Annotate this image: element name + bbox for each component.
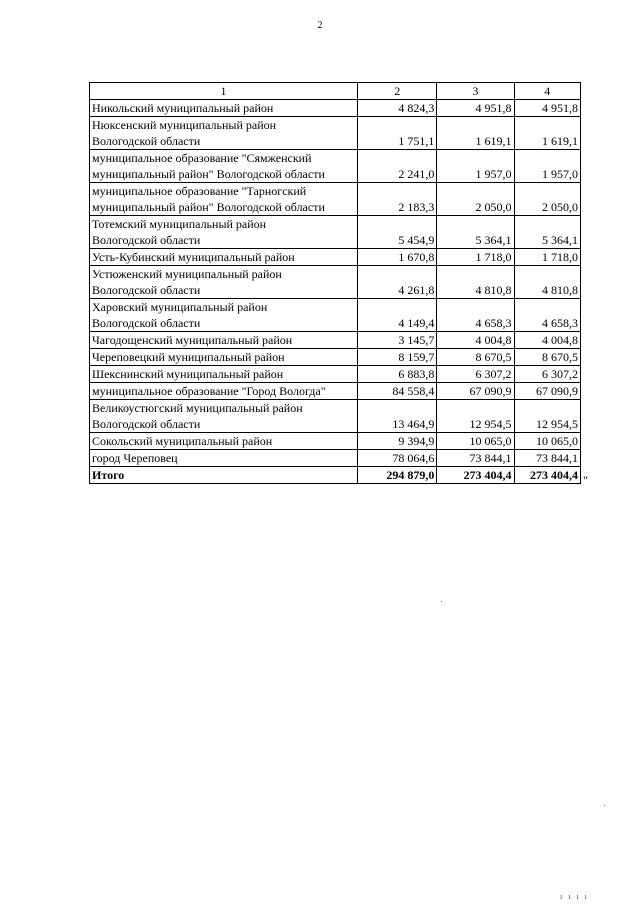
column-header-3: 3 — [437, 83, 514, 100]
table-row — [90, 366, 581, 383]
row-name — [90, 400, 358, 433]
value-col-2: 84 558,4 — [358, 383, 437, 400]
column-header-2: 2 — [358, 83, 437, 100]
value-col-4: 1 718,0 — [514, 249, 580, 266]
value-col-2: 1 670,8 — [358, 249, 437, 266]
value-col-2: 78 064,6 — [358, 450, 437, 467]
row-name-line: город Череповец — [92, 451, 178, 465]
row-name-line: Нюксенский муниципальный район — [92, 118, 277, 132]
total-col-3: 273 404,4 — [437, 467, 514, 484]
table-row — [90, 216, 581, 249]
row-name-line: Великоустюгский муниципальный район — [92, 401, 303, 415]
row-name-line: муниципальное образование "Город Вологда" — [92, 384, 326, 398]
table-row — [90, 249, 581, 266]
value-col-3: 1 957,0 — [437, 150, 514, 183]
table-row — [90, 433, 581, 450]
value-col-3: 10 065,0 — [437, 433, 514, 450]
value-col-2: 5 454,9 — [358, 216, 437, 249]
row-name-line: Вологодской области — [92, 417, 201, 431]
value-col-4: 4 810,8 — [514, 266, 580, 299]
value-col-4: 4 004,8 — [514, 332, 580, 349]
value-col-3: 6 307,2 — [437, 366, 514, 383]
value-col-4: 12 954,5 — [514, 400, 580, 433]
row-name-line: Вологодской области — [92, 134, 201, 148]
page-number: 2 — [317, 20, 323, 31]
value-col-3: 73 844,1 — [437, 450, 514, 467]
value-col-4: 5 364,1 — [514, 216, 580, 249]
row-name-line: Тотемский муниципальный район — [92, 217, 267, 231]
value-col-3: 67 090,9 — [437, 383, 514, 400]
table-header-row — [90, 83, 581, 100]
value-col-2: 8 159,7 — [358, 349, 437, 366]
value-col-3: 1 718,0 — [437, 249, 514, 266]
total-row — [90, 467, 581, 484]
row-name — [90, 433, 358, 450]
row-name-line: Харовский муниципальный район — [92, 300, 268, 314]
row-name-line: муниципальное образование "Тарногский — [92, 184, 307, 198]
value-col-4: 4 658,3 — [514, 299, 580, 332]
table-row — [90, 400, 581, 433]
table-row — [90, 150, 581, 183]
value-col-3: 5 364,1 — [437, 216, 514, 249]
row-name-line: Вологодской области — [92, 316, 201, 330]
row-name-line: Чагодощенский муниципальный район — [92, 333, 293, 347]
value-col-4: 1 957,0 — [514, 150, 580, 183]
row-name-line: Усть-Кубинский муниципальный район — [92, 250, 295, 264]
value-col-2: 4 149,4 — [358, 299, 437, 332]
value-col-2: 13 464,9 — [358, 400, 437, 433]
table-row — [90, 332, 581, 349]
value-col-4: 67 090,9 — [514, 383, 580, 400]
table-body — [90, 83, 581, 484]
total-col-2: 294 879,0 — [358, 467, 437, 484]
row-name — [90, 299, 358, 332]
column-header-1: 1 — [90, 83, 358, 100]
row-name-line: муниципальный район" Вологодской области — [92, 167, 325, 181]
row-name — [90, 150, 358, 183]
row-name-line: Никольский муниципальный район — [92, 101, 274, 115]
row-name — [90, 383, 358, 400]
value-col-2: 2 183,3 — [358, 183, 437, 216]
table-row — [90, 383, 581, 400]
row-name — [90, 266, 358, 299]
value-col-4: 6 307,2 — [514, 366, 580, 383]
table-row — [90, 450, 581, 467]
row-name — [90, 450, 358, 467]
value-col-4: 2 050,0 — [514, 183, 580, 216]
value-col-3: 4 951,8 — [437, 100, 514, 117]
value-col-3: 12 954,5 — [437, 400, 514, 433]
table-row — [90, 100, 581, 117]
row-name-line: Вологодской области — [92, 283, 201, 297]
row-name — [90, 366, 358, 383]
value-col-3: 8 670,5 — [437, 349, 514, 366]
row-name — [90, 117, 358, 150]
value-col-3: 2 050,0 — [437, 183, 514, 216]
table-row — [90, 349, 581, 366]
closing-quote: " — [583, 473, 588, 487]
value-col-2: 6 883,8 — [358, 366, 437, 383]
total-col-4: 273 404,4 — [514, 467, 580, 484]
row-name — [90, 216, 358, 249]
row-name — [90, 349, 358, 366]
value-col-2: 4 824,3 — [358, 100, 437, 117]
row-name — [90, 183, 358, 216]
row-name-line: Устюженский муниципальный район — [92, 267, 282, 281]
value-col-2: 3 145,7 — [358, 332, 437, 349]
value-col-3: 4 658,3 — [437, 299, 514, 332]
row-name-line: Сокольский муниципальный район — [92, 434, 273, 448]
budget-table — [89, 82, 581, 484]
table-row — [90, 299, 581, 332]
value-col-3: 4 004,8 — [437, 332, 514, 349]
table-row — [90, 266, 581, 299]
value-col-2: 9 394,9 — [358, 433, 437, 450]
row-name-line: Шекснинский муниципальный район — [92, 367, 284, 381]
value-col-4: 1 619,1 — [514, 117, 580, 150]
value-col-2: 1 751,1 — [358, 117, 437, 150]
table-row — [90, 117, 581, 150]
total-label: Итого — [90, 467, 358, 484]
column-header-4: 4 — [514, 83, 580, 100]
row-name-line: Вологодской области — [92, 233, 201, 247]
value-col-4: 73 844,1 — [514, 450, 580, 467]
row-name-line: муниципальный район" Вологодской области — [92, 200, 325, 214]
value-col-4: 10 065,0 — [514, 433, 580, 450]
footer-marks: ı ı ı ı — [560, 892, 589, 901]
value-col-4: 4 951,8 — [514, 100, 580, 117]
scan-speck — [604, 805, 605, 806]
row-name — [90, 332, 358, 349]
value-col-2: 4 261,8 — [358, 266, 437, 299]
row-name — [90, 249, 358, 266]
value-col-3: 1 619,1 — [437, 117, 514, 150]
row-name-line: муниципальное образование "Сямженский — [92, 151, 312, 165]
row-name-line: Череповецкий муниципальный район — [92, 350, 285, 364]
row-name — [90, 100, 358, 117]
value-col-2: 2 241,0 — [358, 150, 437, 183]
value-col-3: 4 810,8 — [437, 266, 514, 299]
table-row — [90, 183, 581, 216]
scan-speck — [441, 601, 442, 602]
value-col-4: 8 670,5 — [514, 349, 580, 366]
